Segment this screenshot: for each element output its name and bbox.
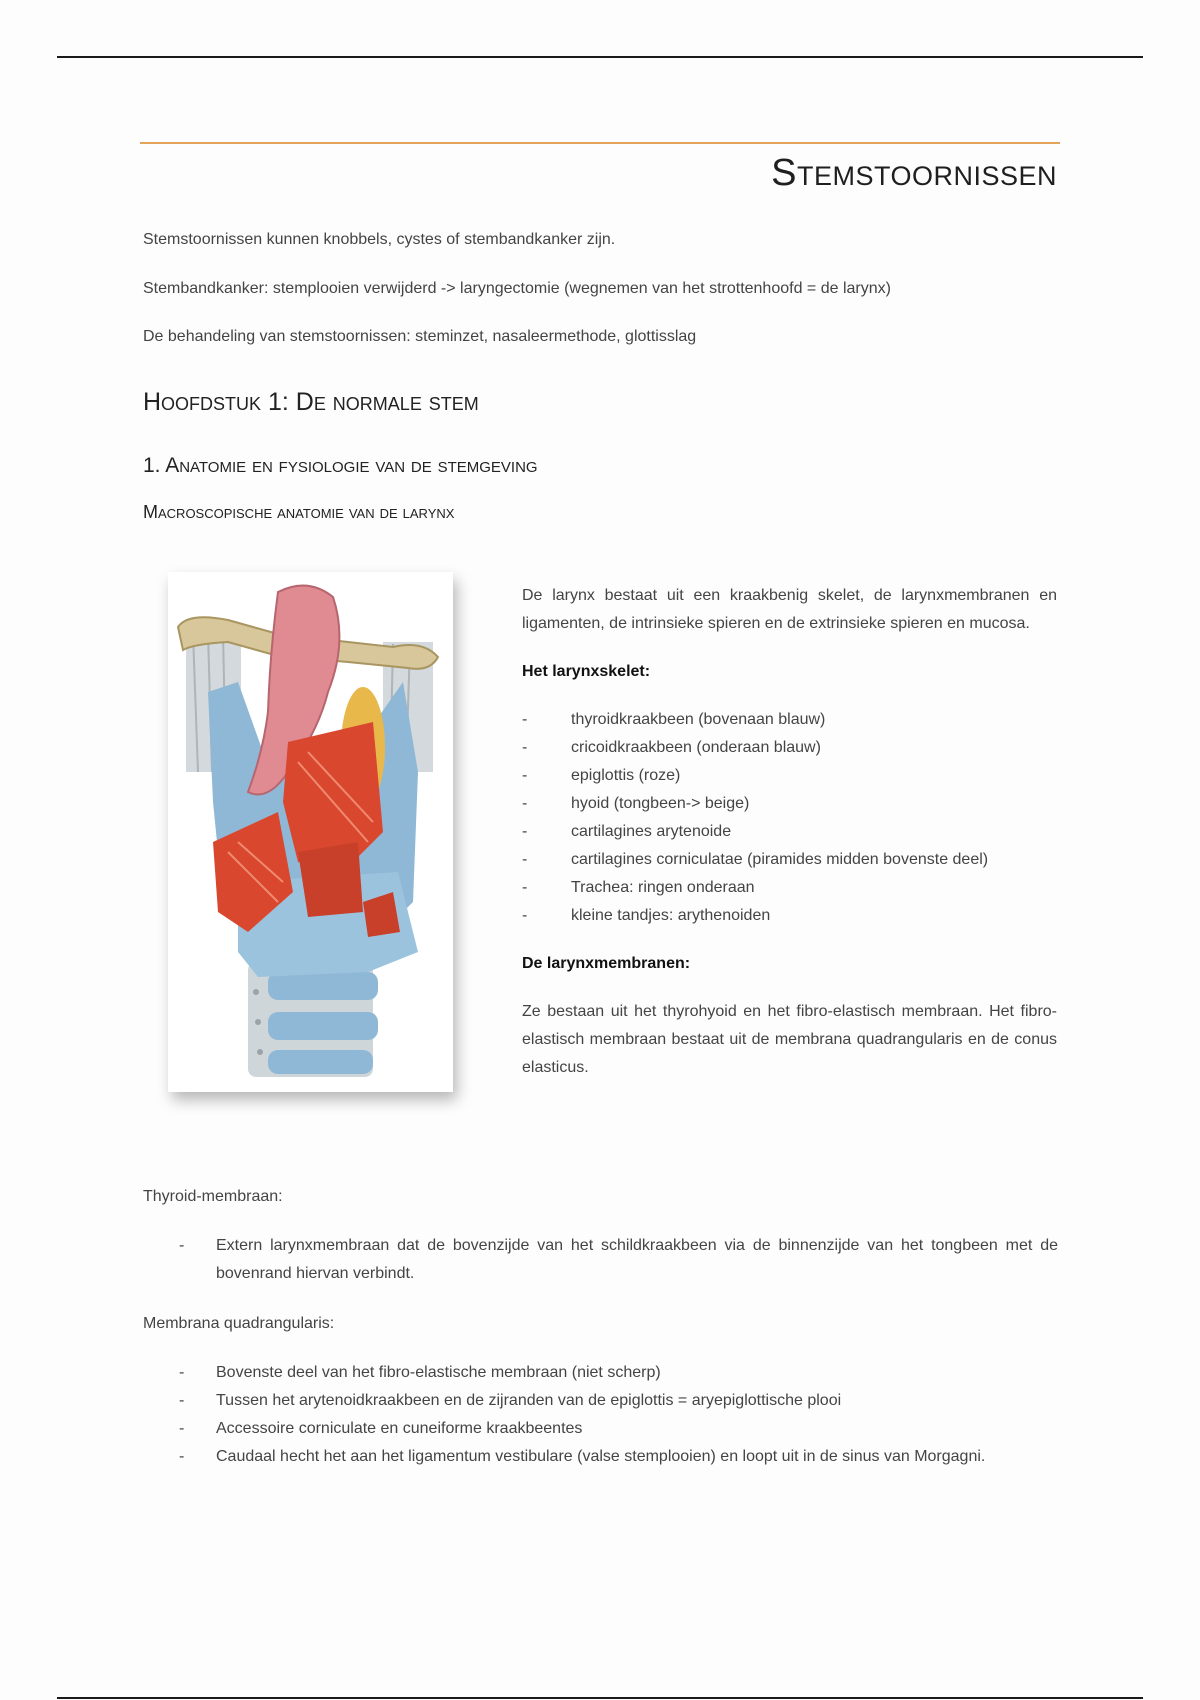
right-column	[522, 582, 1057, 1082]
page-bottom-rule	[57, 1697, 1143, 1699]
skeleton-list	[522, 706, 1057, 930]
section-heading: 1. Anatomie en fysiologie van de stemgeving	[143, 454, 538, 477]
skeleton-heading: Het larynxskelet:	[522, 663, 651, 680]
subsection-heading: Macroscopische anatomie van de larynx	[143, 502, 455, 522]
quadrangularis-section	[143, 1310, 1058, 1471]
thyroid-list	[143, 1232, 1058, 1288]
thyroid-label: Thyroid-membraan:	[143, 1188, 283, 1205]
larynx-illustration	[168, 572, 453, 1092]
intro-line-3: De behandeling van stemstoornissen: steminzet, nasaleermethode, glottisslag	[143, 328, 697, 345]
page-title: Stemstoornissen	[771, 152, 1057, 194]
intro-line-2: Stembandkanker: stemplooien verwijderd -> laryngectomie (wegnemen van het strottenhoofd = de larynx)	[143, 280, 891, 297]
list-item: - Tussen het arytenoidkraakbeen en de zijranden van de epiglottis = aryepiglottische plooi	[143, 1387, 1058, 1415]
list-item: - Caudaal hecht het aan het ligamentum vestibulare (valse stemplooien) en loopt uit in de sinus van Morgagni.	[143, 1443, 1058, 1471]
list-item: - thyroidkraakbeen (bovenaan blauw)	[522, 706, 1057, 734]
larynx-intro-paragraph: De larynx bestaat uit een kraakbenig skelet, de larynxmembranen en ligamenten, de intrinsieke spieren en de extrinsieke spieren en mucosa.	[522, 587, 1057, 632]
page-top-rule	[57, 56, 1143, 58]
membranes-paragraph: Ze bestaan uit het thyrohyoid en het fibro-elastisch membraan. Het fibro-elastisch membraan bestaat uit de membrana quadrangularis en de conus elasticus.	[522, 1003, 1057, 1076]
list-item: - cartilagines corniculatae (piramides midden bovenste deel)	[522, 846, 1057, 874]
larynx-figure	[168, 572, 453, 1092]
list-item: - cricoidkraakbeen (onderaan blauw)	[522, 734, 1057, 762]
list-item: - kleine tandjes: arythenoiden	[522, 902, 1057, 930]
thyroid-section	[143, 1183, 1058, 1288]
list-item: - cartilagines arytenoide	[522, 818, 1057, 846]
trachea	[248, 962, 378, 1077]
quadrangularis-label: Membrana quadrangularis:	[143, 1315, 335, 1332]
list-item: - Bovenste deel van het fibro-elastische membraan (niet scherp)	[143, 1359, 1058, 1387]
list-item: - epiglottis (roze)	[522, 762, 1057, 790]
list-item: - Extern larynxmembraan dat de bovenzijde van het schildkraakbeen via de binnenzijde van het tongbeen met de bovenrand hiervan verbindt.	[143, 1232, 1058, 1288]
membranes-heading: De larynxmembranen:	[522, 955, 691, 972]
chapter-heading: Hoofdstuk 1: De normale stem	[143, 388, 479, 416]
list-item: - Accessoire corniculate en cuneiforme kraakbeentes	[143, 1415, 1058, 1443]
list-item: - hyoid (tongbeen-> beige)	[522, 790, 1057, 818]
intro-line-1: Stemstoornissen kunnen knobbels, cystes of stembandkanker zijn.	[143, 231, 616, 248]
list-item: - Trachea: ringen onderaan	[522, 874, 1057, 902]
title-rule	[140, 142, 1060, 144]
quadrangularis-list	[143, 1359, 1058, 1471]
